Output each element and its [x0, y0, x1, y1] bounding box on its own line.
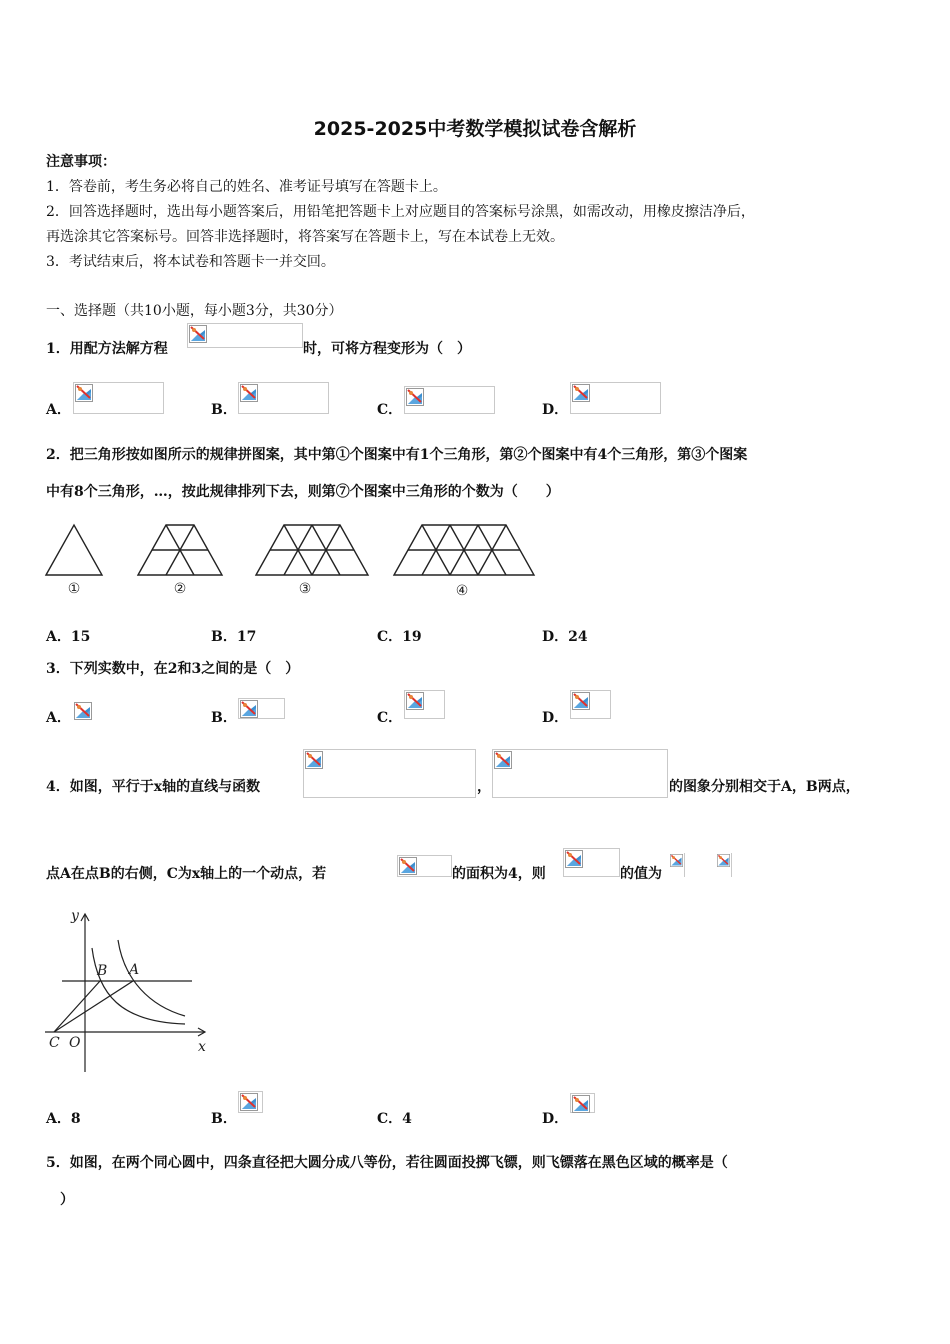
point-c-label: C — [49, 1035, 60, 1051]
origin-label: O — [69, 1035, 81, 1051]
q1-equation-image — [187, 323, 303, 348]
broken-image-icon — [572, 692, 590, 710]
q3-option-d-label: D． — [542, 710, 569, 726]
x-label: x — [198, 1039, 206, 1055]
q3-option-c-label: C． — [377, 710, 403, 726]
pattern-label: ① — [67, 581, 81, 597]
notice-item: 3．考试结束后，将本试卷和答题卡一并交回。 — [46, 254, 335, 270]
q5-line1: 5．如图，在两个同心圆中，四条直径把大圆分成八等份，若往圆面投掷飞镖，则飞镖落在黑色区域的概率是（ — [46, 1155, 728, 1171]
pattern-3 — [256, 525, 368, 575]
broken-image-icon — [572, 1095, 590, 1113]
q4-function2-image — [492, 749, 668, 798]
q4-stem-a: 4．如图，平行于x轴的直线与函数 — [46, 779, 261, 795]
q1-option-a-image — [73, 382, 164, 414]
q4-comma: ， — [477, 779, 491, 795]
q2-option-a: A．15 — [46, 629, 91, 645]
q3-option-b-image — [238, 698, 285, 719]
q4-option-b-label: B． — [211, 1111, 237, 1127]
pattern-1 — [46, 525, 102, 575]
q4-value-image-2 — [716, 853, 732, 877]
q4-graph — [40, 904, 215, 1076]
broken-image-icon — [75, 384, 93, 402]
q1-option-c-label: C． — [377, 402, 403, 418]
broken-image-icon — [240, 1093, 258, 1111]
q1-option-d-image — [570, 382, 661, 414]
q4-line2-a: 点A在点B的右侧，C为x轴上的一个动点，若 — [46, 866, 327, 882]
q3-option-b-label: B． — [211, 710, 237, 726]
pattern-label: ④ — [455, 583, 469, 599]
curve-outer — [118, 940, 185, 1016]
broken-image-icon — [717, 854, 730, 867]
q1-option-b-image — [238, 382, 329, 414]
q2-triangle-figure — [40, 518, 540, 608]
pattern-2 — [138, 525, 222, 575]
broken-image-icon — [494, 751, 512, 769]
q4-option-d-image — [570, 1093, 595, 1113]
broken-image-icon — [406, 692, 424, 710]
q2-line1: 2．把三角形按如图所示的规律拼图案，其中第①个图案中有1个三角形，第②个图案中有4个三角形，第③个图案 — [46, 447, 748, 463]
q4-stem-b: 的图象分别相交于A，B两点， — [669, 779, 860, 795]
q5-line2: ） — [60, 1192, 74, 1208]
q3-stem: 3．下列实数中，在2和3之间的是（ ） — [46, 661, 300, 677]
y-label: y — [71, 908, 79, 924]
broken-image-icon — [565, 850, 583, 868]
pattern-4 — [394, 525, 534, 575]
q1-option-c-image — [404, 386, 495, 414]
q1-option-b-label: B． — [211, 402, 237, 418]
broken-image-icon — [74, 702, 92, 720]
q2-option-c: C．19 — [377, 629, 422, 645]
notice-heading: 注意事项： — [46, 154, 116, 170]
page-title: 2025-2025中考数学模拟试卷含解析 — [313, 118, 637, 140]
pattern-label: ③ — [298, 581, 312, 597]
broken-image-icon — [406, 388, 424, 406]
q1-option-a-label: A． — [46, 402, 71, 418]
point-b-label: B — [97, 963, 108, 979]
q2-option-d: D．24 — [542, 629, 588, 645]
q4-option-c: C．4 — [377, 1111, 412, 1127]
q1-stem-b: 时，可将方程变形为（ ） — [303, 341, 471, 357]
q4-line2-b: 的面积为4，则 — [452, 866, 546, 882]
q3-option-a-label: A． — [46, 710, 71, 726]
q4-option-d-label: D． — [542, 1111, 569, 1127]
notice-item: 2．回答选择题时，选出每小题答案后，用铅笔把答题卡上对应题目的答案标号涂黑，如需改动，用橡皮擦洁净后， — [46, 204, 755, 220]
q4-line2-c: 的值为 — [620, 866, 662, 882]
notice-item: 再选涂其它答案标号。回答非选择题时，将答案写在答题卡上，写在本试卷上无效。 — [46, 229, 564, 245]
q3-option-c-image — [404, 690, 445, 719]
broken-image-icon — [240, 700, 258, 718]
q4-triangle-abc-image — [397, 855, 452, 877]
broken-image-icon — [305, 751, 323, 769]
q4-expression-image — [563, 848, 620, 877]
broken-image-icon — [572, 384, 590, 402]
q3-option-a-image — [73, 701, 93, 721]
q1-stem-a: 1．用配方法解方程 — [46, 341, 168, 357]
q4-option-a: A．8 — [46, 1111, 81, 1127]
pattern-label: ② — [173, 581, 187, 597]
notice-item: 1．答卷前，考生务必将自己的姓名、准考证号填写在答题卡上。 — [46, 179, 447, 195]
q1-option-d-label: D． — [542, 402, 569, 418]
broken-image-icon — [399, 857, 417, 875]
point-a-label: A — [129, 962, 140, 978]
broken-image-icon — [189, 325, 207, 343]
broken-image-icon — [240, 384, 258, 402]
broken-image-icon — [670, 854, 683, 867]
q2-line2: 中有8个三角形，…，按此规律排列下去，则第⑦个图案中三角形的个数为（ ） — [46, 484, 560, 500]
q2-option-b: B．17 — [211, 629, 257, 645]
q3-option-d-image — [570, 690, 611, 719]
section-heading: 一、选择题（共10小题，每小题3分，共30分） — [46, 303, 343, 319]
q4-option-b-image — [238, 1091, 263, 1113]
q4-function1-image — [303, 749, 476, 798]
q4-value-image-1 — [669, 853, 685, 877]
